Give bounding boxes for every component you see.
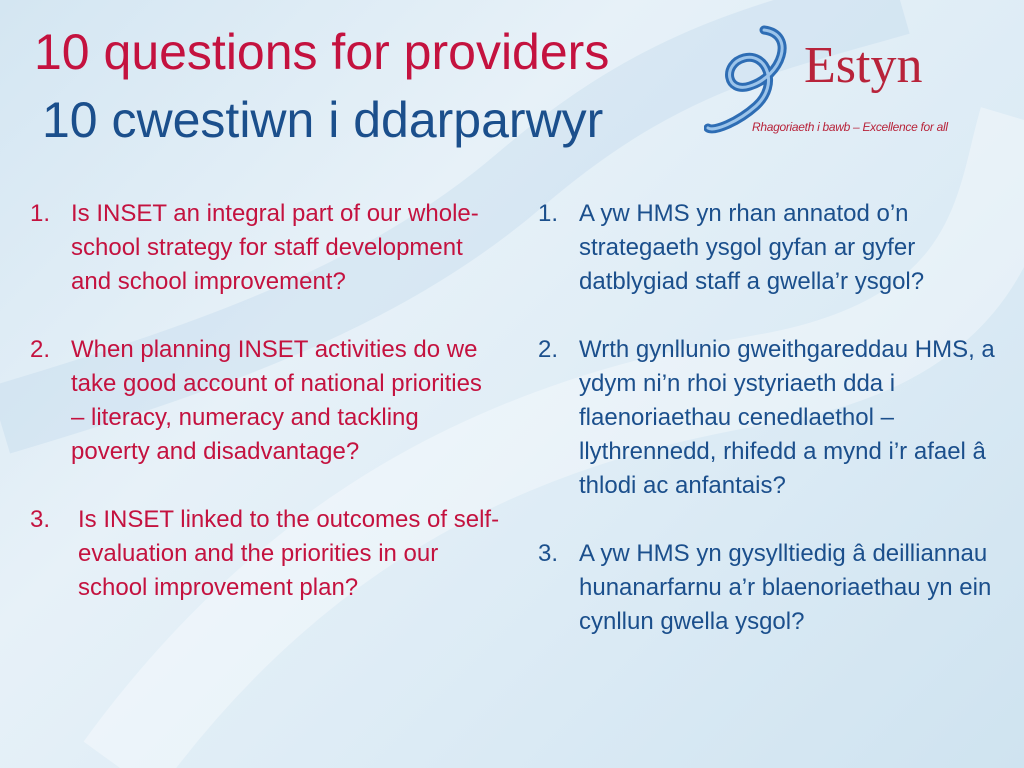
- logo-wordmark: Estyn: [804, 37, 923, 94]
- question-text: A yw HMS yn gysylltiedig â deilliannau hunanarfarnu a’r blaenoriaethau yn ein cynllun gwella ysgol?: [579, 540, 992, 635]
- page-title-english: 10 questions for providers: [34, 24, 610, 80]
- question-text: Is INSET an integral part of our whole-school strategy for staff development and school improvement?: [71, 200, 479, 295]
- question-number: 2.: [30, 336, 51, 363]
- question-item: [538, 197, 1008, 299]
- question-number: 3.: [538, 540, 559, 567]
- question-text: Wrth gynllunio gweithgareddau HMS, a ydym ni’n rhoi ystyriaeth dda i flaenoriaethau cenedlaethol – llythrennedd, rhifedd a mynd i’r afael â thlodi ac anfantais?: [579, 336, 995, 499]
- question-number: 3.: [30, 506, 51, 533]
- question-text: Is INSET linked to the outcomes of self-evaluation and the priorities in our school improvement plan?: [78, 506, 500, 601]
- question-item: [30, 503, 500, 605]
- estyn-logo: [704, 24, 994, 144]
- question-number: 2.: [538, 336, 559, 363]
- logo-tagline: Rhagoriaeth i bawb – Excellence for all: [752, 120, 948, 134]
- question-item: [30, 197, 500, 299]
- questions-english-list: [30, 197, 500, 639]
- question-text: A yw HMS yn rhan annatod o’n strategaeth ysgol gyfan ar gyfer datblygiad staff a gwella’r ysgol?: [579, 200, 925, 295]
- questions-welsh-list: [538, 197, 1008, 673]
- question-text: When planning INSET activities do we take good account of national priorities – literacy, numeracy and tackling poverty and disadvantage?: [71, 336, 482, 465]
- question-number: 1.: [30, 200, 51, 227]
- question-number: 1.: [538, 200, 559, 227]
- question-item: [30, 333, 500, 469]
- page-title-welsh: 10 cwestiwn i ddarparwyr: [42, 92, 604, 148]
- question-item: [538, 333, 1008, 503]
- question-item: [538, 537, 1008, 639]
